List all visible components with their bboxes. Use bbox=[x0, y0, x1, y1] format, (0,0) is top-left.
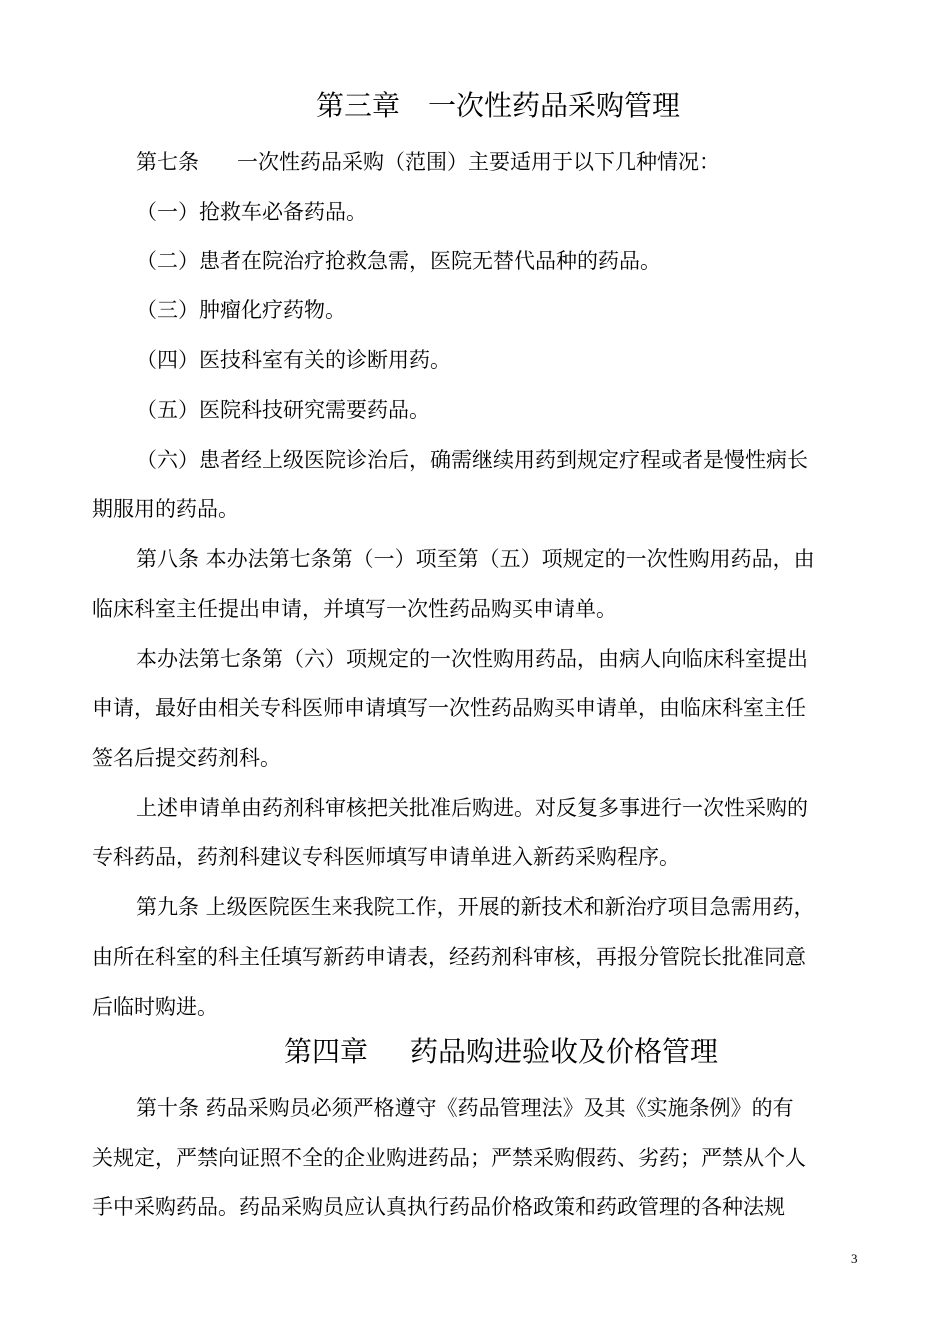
list-item: （一）抢救车必备药品。 bbox=[136, 200, 367, 224]
article-10-line: 第十条 药品采购员必须严格遵守《药品管理法》及其《实施条例》的有 bbox=[136, 1096, 794, 1120]
paragraph-line: 专科药品，药剂科建议专科医师填写申请单进入新药采购程序。 bbox=[92, 845, 680, 869]
article-10-line: 手中采购药品。药品采购员应认真执行药品价格政策和药政管理的各种法规 bbox=[92, 1195, 785, 1219]
article-9-line: 第九条 上级医院医生来我院工作，开展的新技术和新治疗项目急需用药， bbox=[136, 895, 815, 919]
paragraph-line: 签名后提交药剂科。 bbox=[92, 746, 281, 770]
chapter-4-label: 第四章 bbox=[284, 1035, 369, 1068]
list-item: （四）医技科室有关的诊断用药。 bbox=[136, 348, 451, 372]
article-7 bbox=[136, 148, 720, 176]
article-7-label: 第七条 bbox=[136, 150, 199, 174]
paragraph-line: 申请，最好由相关专科医师申请填写一次性药品购买申请单，由临床科室主任 bbox=[92, 696, 806, 720]
article-9-line: 由所在科室的科主任填写新药申请表，经药剂科审核，再报分管院长批准同意 bbox=[92, 945, 806, 969]
list-item-continuation: 期服用的药品。 bbox=[92, 497, 239, 521]
page-number: 3 bbox=[851, 1251, 858, 1266]
chapter-3-title: 一次性药品采购管理 bbox=[428, 89, 681, 122]
chapter-4-heading bbox=[284, 1034, 718, 1070]
list-item: （五）医院科技研究需要药品。 bbox=[136, 398, 430, 422]
article-7-text: 一次性药品采购（范围）主要适用于以下几种情况： bbox=[237, 150, 720, 174]
chapter-3-label: 第三章 bbox=[316, 89, 401, 122]
list-item: （二）患者在院治疗抢救急需，医院无替代品种的药品。 bbox=[136, 249, 661, 273]
article-10-line: 关规定，严禁向证照不全的企业购进药品；严禁采购假药、劣药；严禁从个人 bbox=[92, 1146, 806, 1170]
chapter-3-heading bbox=[316, 88, 680, 124]
article-8-line: 第八条 本办法第七条第（一）项至第（五）项规定的一次性购用药品，由 bbox=[136, 547, 815, 571]
article-8-line: 临床科室主任提出申请，并填写一次性药品购买申请单。 bbox=[92, 597, 617, 621]
list-item: （三）肿瘤化疗药物。 bbox=[136, 298, 346, 322]
chapter-4-title: 药品购进验收及价格管理 bbox=[410, 1035, 719, 1068]
list-item: （六）患者经上级医院诊治后，确需继续用药到规定疗程或者是慢性病长 bbox=[136, 448, 808, 472]
article-9-line: 后临时购进。 bbox=[92, 995, 218, 1019]
paragraph-line: 本办法第七条第（六）项规定的一次性购用药品，由病人向临床科室提出 bbox=[136, 647, 808, 671]
paragraph-line: 上述申请单由药剂科审核把关批准后购进。对反复多事进行一次性采购的 bbox=[136, 796, 808, 820]
